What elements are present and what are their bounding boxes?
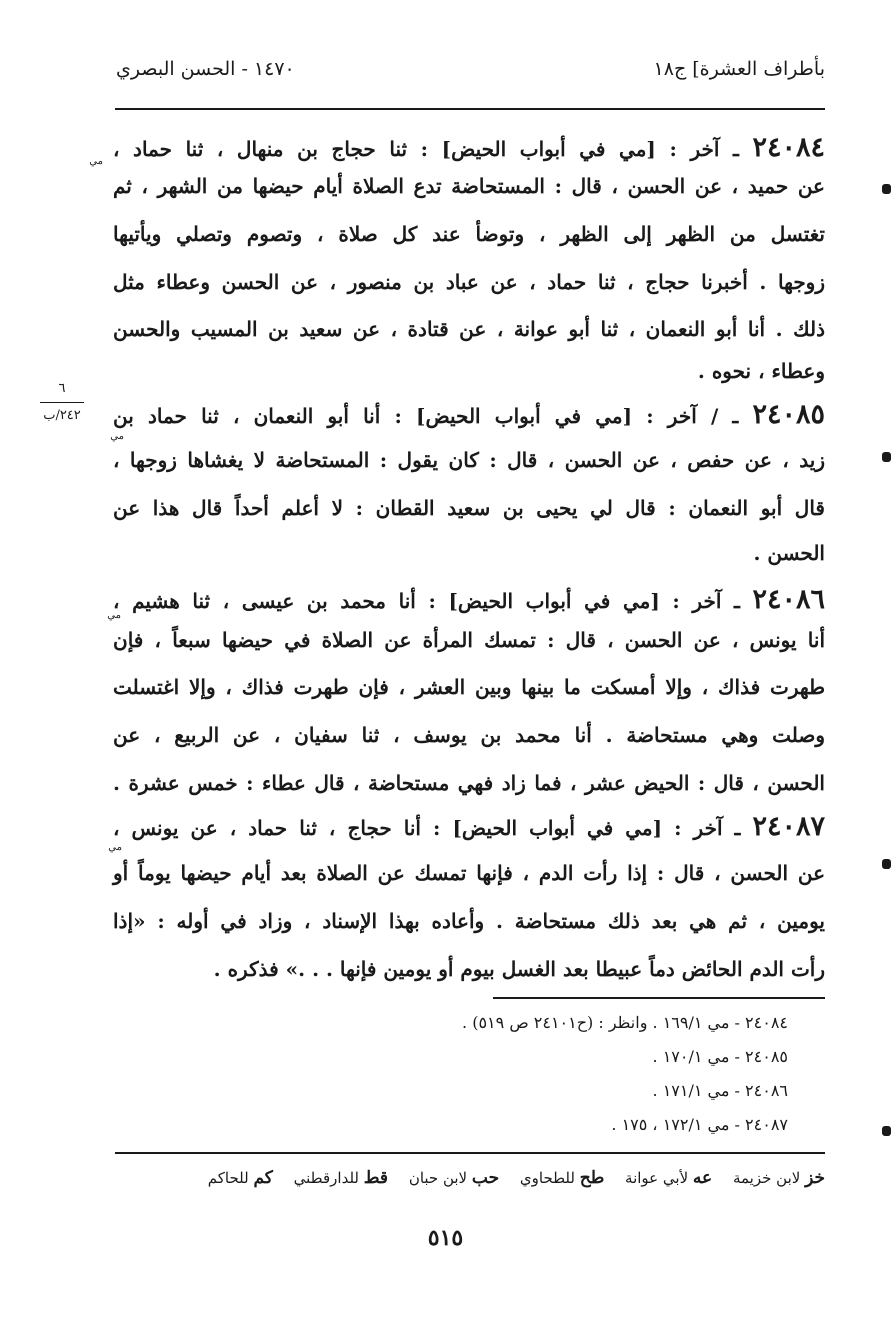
margin-leaf-number: ٦ <box>58 381 66 396</box>
running-header-section-title: ١٤٧٠ - الحسن البصري <box>116 58 295 80</box>
entry-24084-line-5: ذلك . أنا أبو النعمان ، ثنا أبو عوانة ، عن قتادة ، عن سعيد بن المسيب والحسن <box>113 317 825 341</box>
key-item: قط للدارقطني <box>293 1168 389 1188</box>
entry-24086-line-1: ٢٤٠٨٦ ـ آخر : [مي في أبواب الحيض] : أنا محمد بن عيسى ، ثنا هشيم ، <box>113 584 825 615</box>
abbreviation-key <box>113 1168 825 1188</box>
footnote-24084: ٢٤٠٨٤ - مي ١٦٩/١ . وانظر : (ح٢٤١٠١ ص ٥١٩) . <box>462 1013 788 1032</box>
key-item: حب لابن حبان <box>408 1168 500 1188</box>
entry-24084-line-2: عن حميد ، عن الحسن ، قال : المستحاضة تدع الصلاة أيام حيضها من الشهر ، ثم <box>113 174 825 198</box>
binding-mark <box>882 859 891 869</box>
binding-mark <box>882 452 891 462</box>
entry-24086-line-4: وصلت وهي مستحاضة . أنا محمد بن يوسف ، ثنا سفيان ، عن الربيع ، عن <box>113 723 825 747</box>
entry-24087-line-1: ٢٤٠٨٧ ـ آخر : [مي في أبواب الحيض] : أنا حجاج ، ثنا حماد ، عن يونس ، <box>113 811 825 842</box>
entry-24087-line-4: رأت الدم الحائض دماً عبيطا بعد الغسل بيوم أو يومين فإنها . . .» فذكره . <box>213 957 825 981</box>
entry-24084-line-3: تغتسل من الظهر إلى الظهر ، وتوضأ عند كل صلاة ، وتصوم وتصلي ويأتيها <box>113 222 825 246</box>
footnote-24087: ٢٤٠٨٧ - مي ١٧٢/١ ، ١٧٥ . <box>611 1115 788 1134</box>
entry-24086-line-3: طهرت فذاك ، وإلا أمسكت ما بينها وبين العشر ، فإن طهرت فذاك ، وإلا اغتسلت <box>113 675 825 699</box>
key-item: خز لابن خزيمة <box>732 1168 825 1188</box>
binding-mark <box>882 1126 891 1136</box>
entry-24085-line-3: قال أبو النعمان : قال لي يحيى بن سعيد القطان : لا أعلم أحداً قال هذا عن <box>113 496 825 520</box>
entry-number: ٢٤٠٨٦ <box>752 584 825 615</box>
margin-divider <box>40 402 84 403</box>
siglum-mark: مي <box>108 842 122 853</box>
entry-24084-line-1: ٢٤٠٨٤ ـ آخر : [مي في أبواب الحيض] : ثنا حجاج بن منهال ، ثنا حماد ، <box>113 132 826 163</box>
key-item: كم للحاكم <box>207 1168 273 1188</box>
key-rule <box>115 1152 825 1154</box>
entry-24086-line-5: الحسن ، قال : الحيض عشر ، فما زاد فهي مستحاضة ، قال عطاء : خمس عشرة . <box>113 771 825 795</box>
running-header-book-title: بأطراف العشرة] ج١٨ <box>653 58 825 80</box>
siglum-mark: مي <box>107 610 121 621</box>
entry-number: ٢٤٠٨٧ <box>752 811 825 842</box>
binding-mark <box>882 184 891 194</box>
entry-24084-line-6: وعطاء ، نحوه . <box>697 359 825 383</box>
key-item: عه لأبي عوانة <box>625 1168 713 1188</box>
entry-24087-line-2: عن الحسن ، قال : إذا رأت الدم ، فإنها تمسك عن الصلاة بعد أيام حيضها يوماً أو <box>113 861 826 885</box>
margin-folio-reference <box>40 381 84 424</box>
key-item: طح للطحاوي <box>519 1168 605 1188</box>
entry-24085-line-1: ٢٤٠٨٥ ـ / آخر : [مي في أبواب الحيض] : أنا أبو النعمان ، ثنا حماد بن <box>113 399 825 430</box>
entry-number: ٢٤٠٨٥ <box>752 399 825 430</box>
entry-24084-line-4: زوجها . أخبرنا حجاج ، ثنا حماد ، عن عباد بن منصور ، عن الحسن وعطاء مثل <box>113 270 825 294</box>
siglum-mark: مي <box>89 156 103 167</box>
entry-24085-line-2: زيد ، عن حفص ، عن الحسن ، قال : كان يقول : المستحاضة لا يغشاها زوجها ، <box>113 448 825 472</box>
margin-folio: ٢٤٢/ب <box>43 408 81 423</box>
footnote-24085: ٢٤٠٨٥ - مي ١٧٠/١ . <box>652 1047 788 1066</box>
page-number: ٥١٥ <box>427 1225 464 1251</box>
siglum-mark: مي <box>110 431 124 442</box>
footnote-24086: ٢٤٠٨٦ - مي ١٧١/١ . <box>652 1081 788 1100</box>
entry-24085-line-4: الحسن . <box>753 541 825 565</box>
entry-number: ٢٤٠٨٤ <box>752 132 826 163</box>
header-rule <box>115 108 825 110</box>
entry-24086-line-2: أنا يونس ، عن الحسن ، قال : تمسك المرأة عن الصلاة في حيضها سبعاً ، فإن <box>113 628 825 652</box>
entry-24087-line-3: يومين ، ثم هي بعد ذلك مستحاضة . وأعاده بهذا الإسناد ، وزاد في أوله : «إذا <box>113 909 825 933</box>
footnote-rule <box>493 997 825 999</box>
